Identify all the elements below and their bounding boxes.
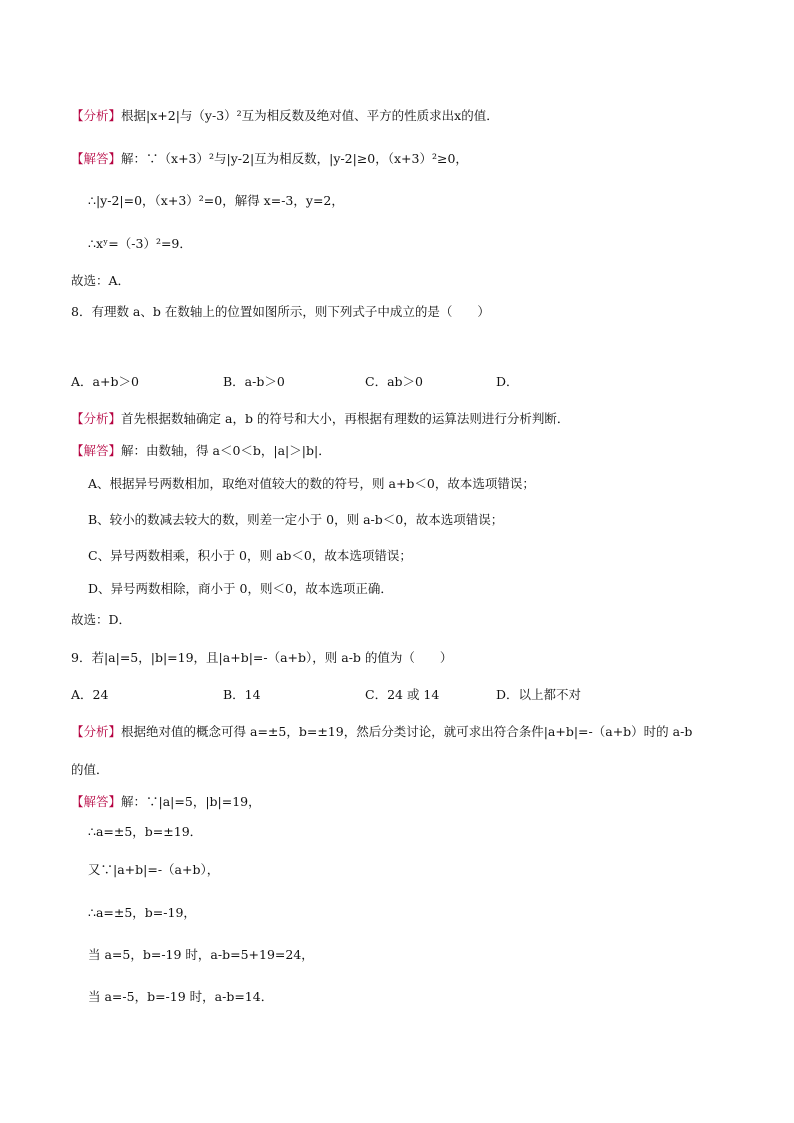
answer-tag: 【解答】 — [71, 151, 122, 166]
q9-answer-line-2: ∴a=±5，b=±19． — [88, 824, 203, 839]
q9-stem: 9．若|a|=5，|b|=19，且|a+b|=-（a+b），则 a-b 的值为（ ） — [71, 650, 453, 665]
q8-answer-line-2: A、根据异号两数相加，取绝对值较大的数的符号，则 a+b＜0，故本选项错误； — [88, 476, 535, 491]
q9-answer-line-5: 当 a=5，b=-19 时，a-b=5+19=24， — [88, 947, 314, 962]
q8-stem: 8．有理数 a、b 在数轴上的位置如图所示，则下列式子中成立的是（ ） — [71, 304, 490, 319]
q7-analysis-text: 根据|x+2|与（y-3）²互为相反数及绝对值、平方的性质求出x的值． — [121, 108, 499, 123]
q9-answer-line-6: 当 a=-5，b=-19 时，a-b=14． — [88, 989, 274, 1004]
analysis-tag: 【分析】 — [71, 724, 122, 739]
q9-analysis-line-2: 的值． — [71, 762, 109, 777]
analysis-tag: 【分析】 — [71, 411, 122, 426]
q8-option-a: A．a+b＞0 — [71, 374, 139, 389]
q9-answer-text-1: 解：∵|a|=5，|b|=19， — [121, 794, 261, 809]
q8-analysis-text: 首先根据数轴确定 a，b 的符号和大小，再根据有理数的运算法则进行分析判断． — [121, 411, 570, 426]
answer-tag: 【解答】 — [71, 794, 122, 809]
q9-analysis-line-1 — [71, 723, 692, 741]
q9-analysis-text-1: 根据绝对值的概念可得 a=±5，b=±19，然后分类讨论，就可求出符合条件|a+b|=-（a+b）时的 a-b — [121, 724, 693, 739]
q9-answer-line-3: 又∵|a+b|=-（a+b）， — [88, 862, 220, 877]
q9-option-c: C．24 或 14 — [365, 687, 440, 702]
q9-option-b: B．14 — [223, 687, 261, 702]
q8-answer-line-3: B、较小的数减去较大的数，则差一定小于 0，则 a-b＜0，故本选项错误； — [88, 512, 504, 527]
answer-tag: 【解答】 — [71, 443, 122, 458]
q8-answer-line-4: C、异号两数相乘，积小于 0，则 ab＜0，故本选项错误； — [88, 548, 412, 563]
q8-answer-line-1 — [71, 442, 331, 460]
q7-answer-line-2: ∴|y-2|=0，（x+3）²=0，解得 x=-3，y=2， — [88, 193, 344, 208]
q7-analysis — [71, 107, 499, 125]
q8-analysis — [71, 410, 569, 428]
q8-option-b: B．a-b＞0 — [223, 374, 285, 389]
q7-answer-line-1 — [71, 150, 468, 168]
q9-option-d: D．以上都不对 — [496, 687, 582, 702]
q9-answer-line-4: ∴a=±5，b=-19， — [88, 905, 196, 920]
q8-choice: 故选：D． — [71, 612, 132, 627]
q8-answer-line-5: D、异号两数相除，商小于 0，则＜0，故本选项正确． — [88, 581, 393, 596]
q8-answer-text-1: 解：由数轴，得 a＜0＜b，|a|＞|b|． — [121, 443, 331, 458]
q9-option-a: A．24 — [71, 687, 109, 702]
q8-option-d: D． — [496, 374, 519, 389]
q9-answer-line-1 — [71, 793, 261, 811]
analysis-tag: 【分析】 — [71, 108, 122, 123]
q7-choice: 故选：A． — [71, 273, 131, 288]
q8-option-c: C．ab＞0 — [365, 374, 423, 389]
q7-answer-text-1: 解：∵（x+3）²与|y-2|互为相反数，|y-2|≥0，（x+3）²≥0， — [121, 151, 468, 166]
q7-answer-line-3: ∴xʸ=（-3）²=9． — [88, 236, 192, 251]
